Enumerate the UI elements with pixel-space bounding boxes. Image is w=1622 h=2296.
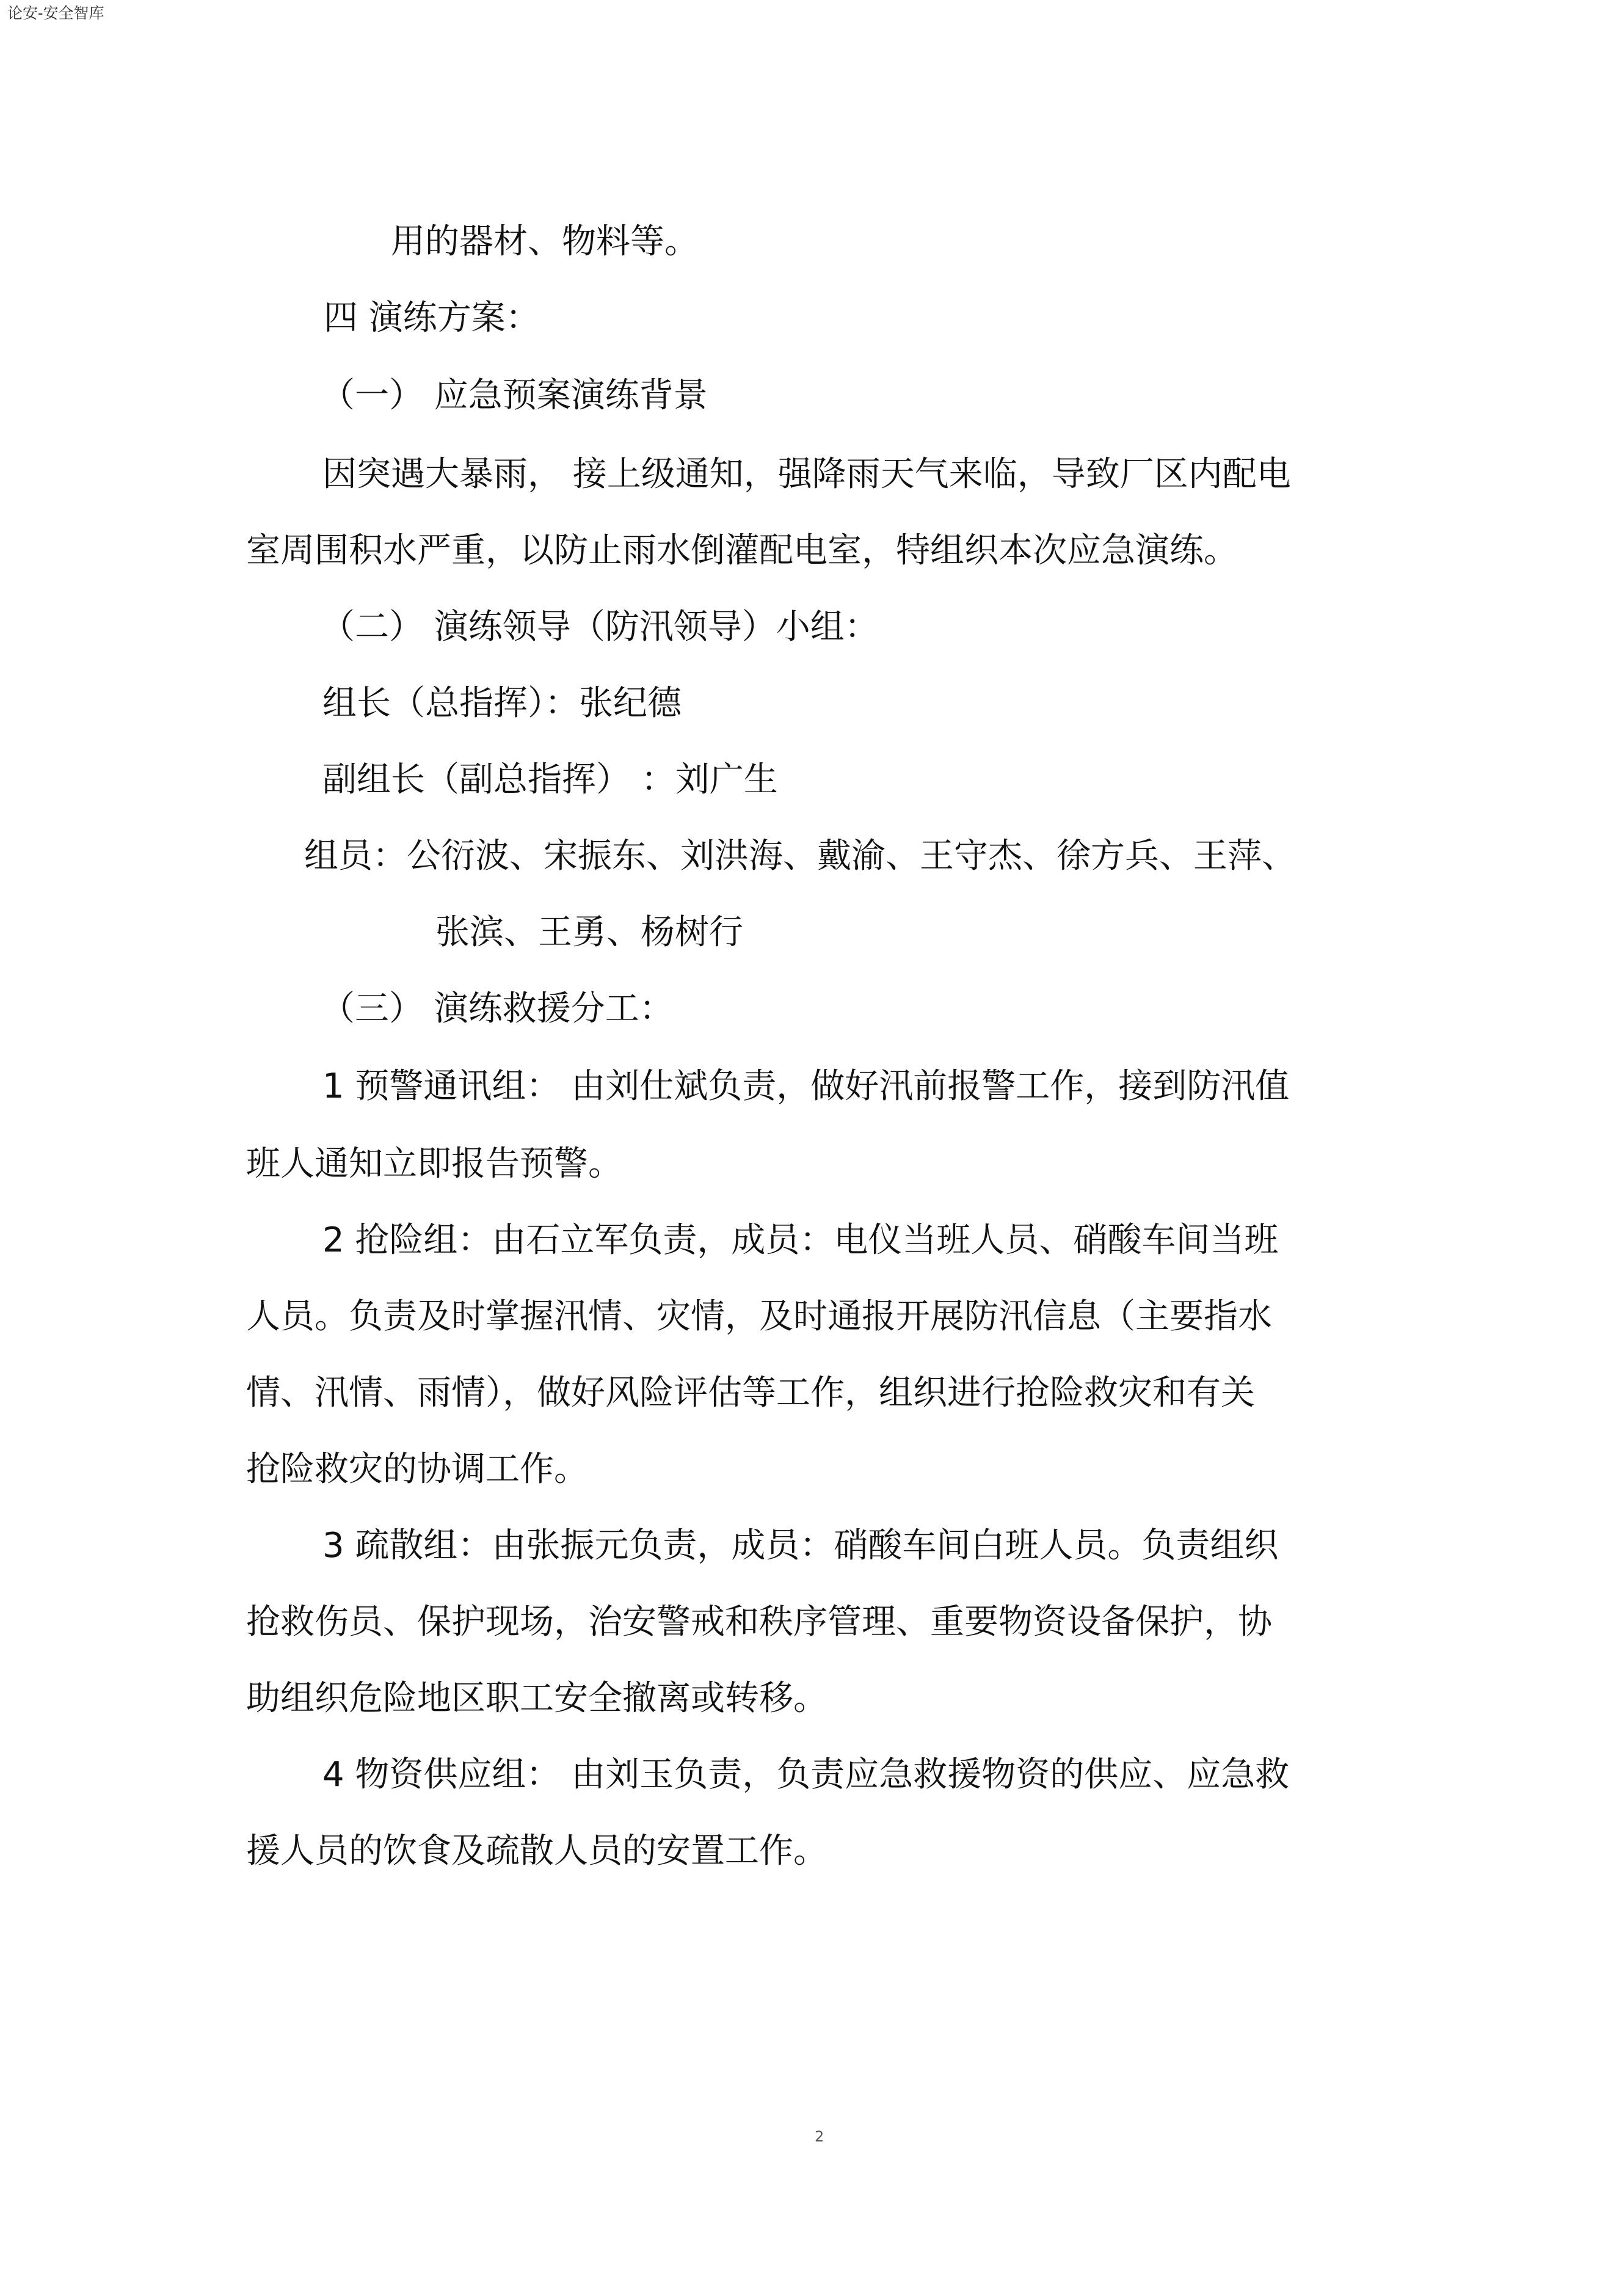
text-line-1: 用的器材、物料等。	[391, 222, 699, 261]
text-line-leader: 组长（总指挥）：张纪德	[322, 683, 682, 723]
text-line-background-1: 因突遇大暴雨， 接上级通知，强降雨天气来临，导致厂区内配电	[322, 454, 1291, 494]
text-line-warning-2: 班人通知立即报告预警。	[246, 1144, 622, 1184]
text-line-rescue-2: 人员。负责及时掌握汛情、灾情，及时通报开展防汛信息（主要指水	[246, 1297, 1272, 1336]
text-line-background-2: 室周围积水严重，以防止雨水倒灌配电室，特组织本次应急演练。	[246, 531, 1238, 570]
subsection-heading-leadership: （二） 演练领导（防汛领导）小组：	[321, 607, 879, 647]
text-line-supply-1: 4 物资供应组： 由刘玉负责，负责应急救援物资的供应、应急救	[322, 1755, 1290, 1795]
section-heading-drill-plan: 四 演练方案：	[324, 298, 540, 338]
text-line-members-1: 组员：公衍波、宋振东、刘洪海、戴渝、王守杰、徐方兵、王萍、	[304, 836, 1296, 876]
source-header: 论安-安全智库	[7, 4, 104, 22]
text-line-deputy-leader: 副组长（副总指挥） ：刘广生	[322, 760, 778, 800]
text-line-members-2: 张滨、王勇、杨树行	[435, 913, 743, 952]
text-line-evacuation-2: 抢救伤员、保护现场，治安警戒和秩序管理、重要物资设备保护，协	[246, 1602, 1272, 1642]
text-line-rescue-3: 情、汛情、雨情），做好风险评估等工作，组织进行抢险救灾和有关	[246, 1373, 1255, 1413]
text-line-rescue-4: 抢险救灾的协调工作。	[246, 1449, 588, 1489]
text-line-rescue-1: 2 抢险组：由石立军负责，成员：电仪当班人员、硝酸车间当班	[322, 1220, 1279, 1260]
text-line-supply-2: 援人员的饮食及疏散人员的安置工作。	[246, 1831, 827, 1871]
text-line-evacuation-1: 3 疏散组：由张振元负责，成员：硝酸车间白班人员。负责组织	[322, 1526, 1279, 1565]
subsection-heading-background: （一） 应急预案演练背景	[321, 376, 708, 415]
text-line-warning-1: 1 预警通讯组： 由刘仕斌负责，做好汛前报警工作，接到防汛值	[322, 1066, 1290, 1106]
page-number: 2	[815, 2128, 824, 2145]
subsection-heading-division: （三） 演练救援分工：	[321, 989, 674, 1029]
text-line-evacuation-3: 助组织危险地区职工安全撤离或转移。	[246, 1678, 827, 1718]
